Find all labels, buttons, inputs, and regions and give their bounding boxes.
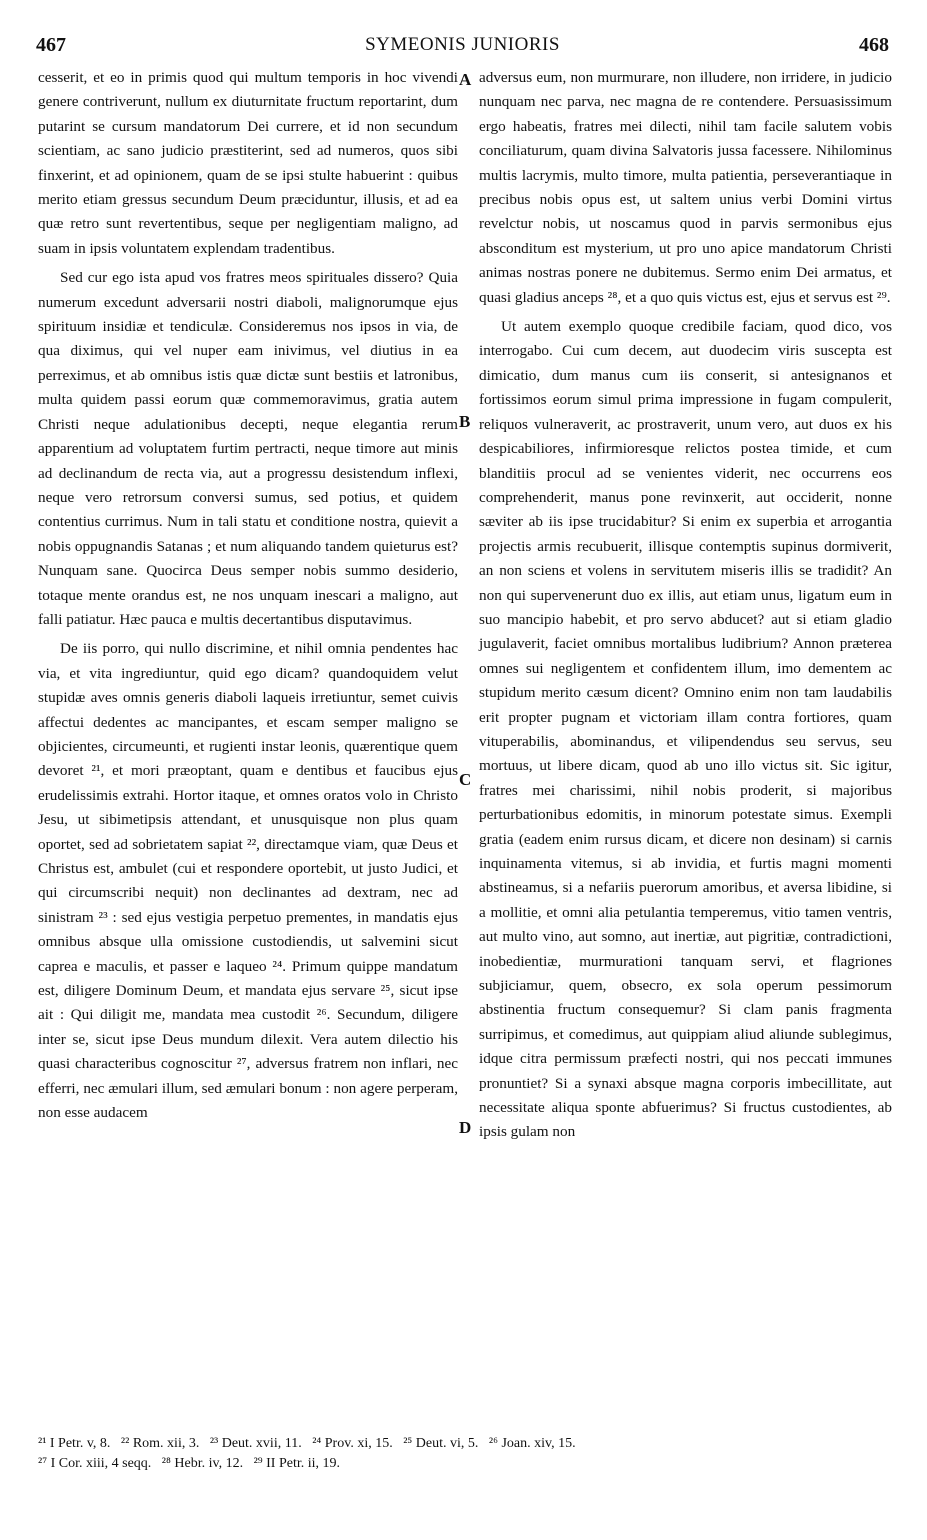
margin-letter-d: D: [459, 1118, 472, 1137]
left-paragraph-2: Sed cur ego ista apud vos fratres meos spirituales dissero? Quia numerum excedunt adversarii nostri diaboli, malignorumque ejus spirituum insidiæ et tendiculæ. Consideremus nos ipsos in via, de qua diximus, qui vel nuper eam inivimus, vel diutius in ea perreximus, et ab omnibus istis quæ dictæ sunt bestiis et latronibus, multa quidem passi eorum quæ commemoravimus, gratia autem Christi neque adulationibus decepti, neque elegantia rerum apparentium ad voluptatem furtim pertracti, neque timore aut minis ad declinandum de recta via, aut a progressu desistendum inflexi, neque vero retrorsum conversi sumus, sed potius, et quidem contentius currimus. Num in tali statu et conditione nostra, quievit a nobis oppugnandis Satanas ; et num aliquando tandem quieturus est? Nunquam sane. Quocirca Deus semper nobis summo desiderio, totaque mente orandus est, ne nos unquam inescari a maligno, aut falli patiatur. Hæc pauca e multis decertantibus disputavimus.: [38, 269, 458, 628]
running-title: SYMEONIS JUNIORIS: [365, 34, 560, 55]
footnotes-line-2: ²⁷ I Cor. xiii, 4 seqq. ²⁸ Hebr. iv, 12. ²⁹ II Petr. ii, 19.: [38, 1456, 341, 1471]
margin-letter-a: A: [459, 70, 472, 89]
margin-letter-c: C: [459, 770, 472, 789]
left-paragraph-3: De iis porro, qui nullo discrimine, et nihil omnia pendentes hac via, et vita ingrediuntur, quid ego dicam? quandoquidem velut stupidæ aves omnis generis diaboli laqueis irretiuntur, semet cuivis affectui dedentes ac mancipantes, et escam semper maligno se objicientes, circumeunti, et rugienti instar leonis, quærentique quem devoret ²¹, et mori præoptant, quam e dentibus et faucibus ejus erudelissimis extrahi. Hortor itaque, et omnes oratos volo in Christo Jesu, ut sibimetipsis attendant, et unusquisque non plus quam oportet, sed ad sobrietatem sapiat ²², directamque viam, quæ Deus et Christus est, ambulet (cui et respondere oportebit, ut justo Judici, et qui circumscribi nequit) non declinantes ad dextram, nec ad sinistram ²³ : sed ejus vestigia perpetuo prementes, in mandatis ejus omnibus absque ulla omissione custodiendis, ut salvemini sicut caprea e maculis, et passer e laqueo ²⁴. Primum quippe mandatum est, diligere Dominum Deum, et mandata ejus servare ²⁵, sicut ipse ait : Qui diligit me, mandata mea custodit ²⁶. Secundum, diligere inter se, sicut ipse Deus mundum dilexit. Vera autem dilectio his quasi characteribus cognoscitur ²⁷, adversus fratrem non inflari, nec efferri, nec æmulari illum, sed æmulari bonum : non agere perperam, non esse audacem: [38, 640, 458, 1122]
right-column: [479, 66, 892, 1150]
left-paragraph-1: cesserit, et eo in primis quod qui multum temporis in hoc vivendi genere contriverunt, nullum ex diuturnitate fructum reportarint, dum putarint se cursum mandatorum Dei currere, et id non secundum scientiam, ac sano judicio præstiterint, sed ad numeros, quos sibi finxerint, et ad opinionem, quam de se ipsi stulte habuerint : quibus merito etiam gressus secundum Deum præciduntur, illusis, et ad ea quæ retro sunt revertentibus, seque per negligentiam maligno, ad suam in ipsis voluntatem explendam tradentibus.: [38, 69, 458, 257]
page-number-right: 468: [859, 34, 889, 56]
page-header: [36, 34, 889, 62]
page-number-left: 467: [36, 34, 66, 56]
right-paragraph-2: Ut autem exemplo quoque credibile faciam, quod dico, vos interrogabo. Cui cum decem, aut duodecim viris suscepta est dimicatio, dum manus cum iis conserit, si antesignanos et fortissimos eorum simul prima impressione in fugam compulerit, reliquos vulneraverit, ac prostraverit, unum vero, aut duos ex his despicabiliores, infirmioresque relictos postea timide, et cum blanditiis procul ad se venientes viderit, nec occurrens eos comprehenderit, manus pone revinxerit, aut occiderit, nonne sæviter ab iis ipse trucidabitur? Si enim ex superbia et arrogantia projectis armis recubuerit, illisque contemptis supinus dormiverit, an non sciens et volens in servitutem miseris illis se tradidit? An non qui supervenerunt duo ex illis, aut etiam unus, ligatum eum in suo mancipio habebit, et pro servo abducet? aut si etiam gladio jugulaverit, faciet omnibus mortalibus ludibrium? Annon præterea omnes sui negligentem et confidentem illum, imo dementem ac stupidum merito cæsum dicent? Omnino enim non tam laudabilis erit propter pugnam et victoriam illam contra fortiores, quam vituperabilis, abominandus, et vilipendendus seu servus, seu mortuus, ut libere dicam, quod ab uno illo victus sit. Sic igitur, fratres mei charissimi, nihil nobis proderit, si majoribus perturbationibus edomitis, in minorum potestate simus. Exempli gratia (eadem enim rursus dicam, et dicere non desinam) si carnis inquinamenta vitemus, si ab invidia, et furtis magni momenti abstineamus, si a nefariis puerorum amoribus, et aversa libidine, si a mollitie, et omni alia petulantia temperemus, vitio tamen ventris, aut multo vino, aut somno, aut inertiæ, aut pigritiæ, contradictioni, inobedientiæ, murmurationi tanquam servi, et flagriones subjiciamur, quem, obsecro, ex sola operum pessimorum abstinentia fructum consequemur? Si clam panis fragmenta surripimus, et comedimus, aut quippiam aliud aliunde sublegimus, idque citra permissum præfecti nostri, qui nos peccati immunes pronuntiet? Si a synaxi absque magna corporis imbecillitate, aut necessitate aliqua sponte abfuerimus? Si fructus custodientes, ab ipsis gulam non: [479, 318, 892, 1141]
footnotes-line-1: ²¹ I Petr. v, 8. ²² Rom. xii, 3. ²³ Deut. xvii, 11. ²⁴ Prov. xi, 15. ²⁵ Deut. vi, 5. ²⁶ Joan. xiv, 15.: [38, 1436, 576, 1451]
left-column: [38, 66, 458, 1130]
margin-letter-b: B: [459, 412, 471, 431]
right-paragraph-1: adversus eum, non murmurare, non illudere, non irridere, in judicio nunquam nec parva, nec magna de re contendere. Persuasissimum ergo habeatis, fratres mei dilecti, nihil tam facile salutem vobis conciliaturum, quam divina Salvatoris jussa facessere. Nihilominus multis lacrymis, multo timore, multa patientia, perseverantiaque in precibus nobis opus est, ut saltem unius verbi Domini virtus revelctur nobis, ut noscamus quod in parvis sermonibus ejus absconditum est mysterium, ut pro uno apice mandatorum Christi animas nostras ponere ne dubitemus. Sermo enim Dei armatus, et quasi gladius anceps ²⁸, et a quo quis victus est, ejus et servus est ²⁹.: [479, 69, 892, 306]
